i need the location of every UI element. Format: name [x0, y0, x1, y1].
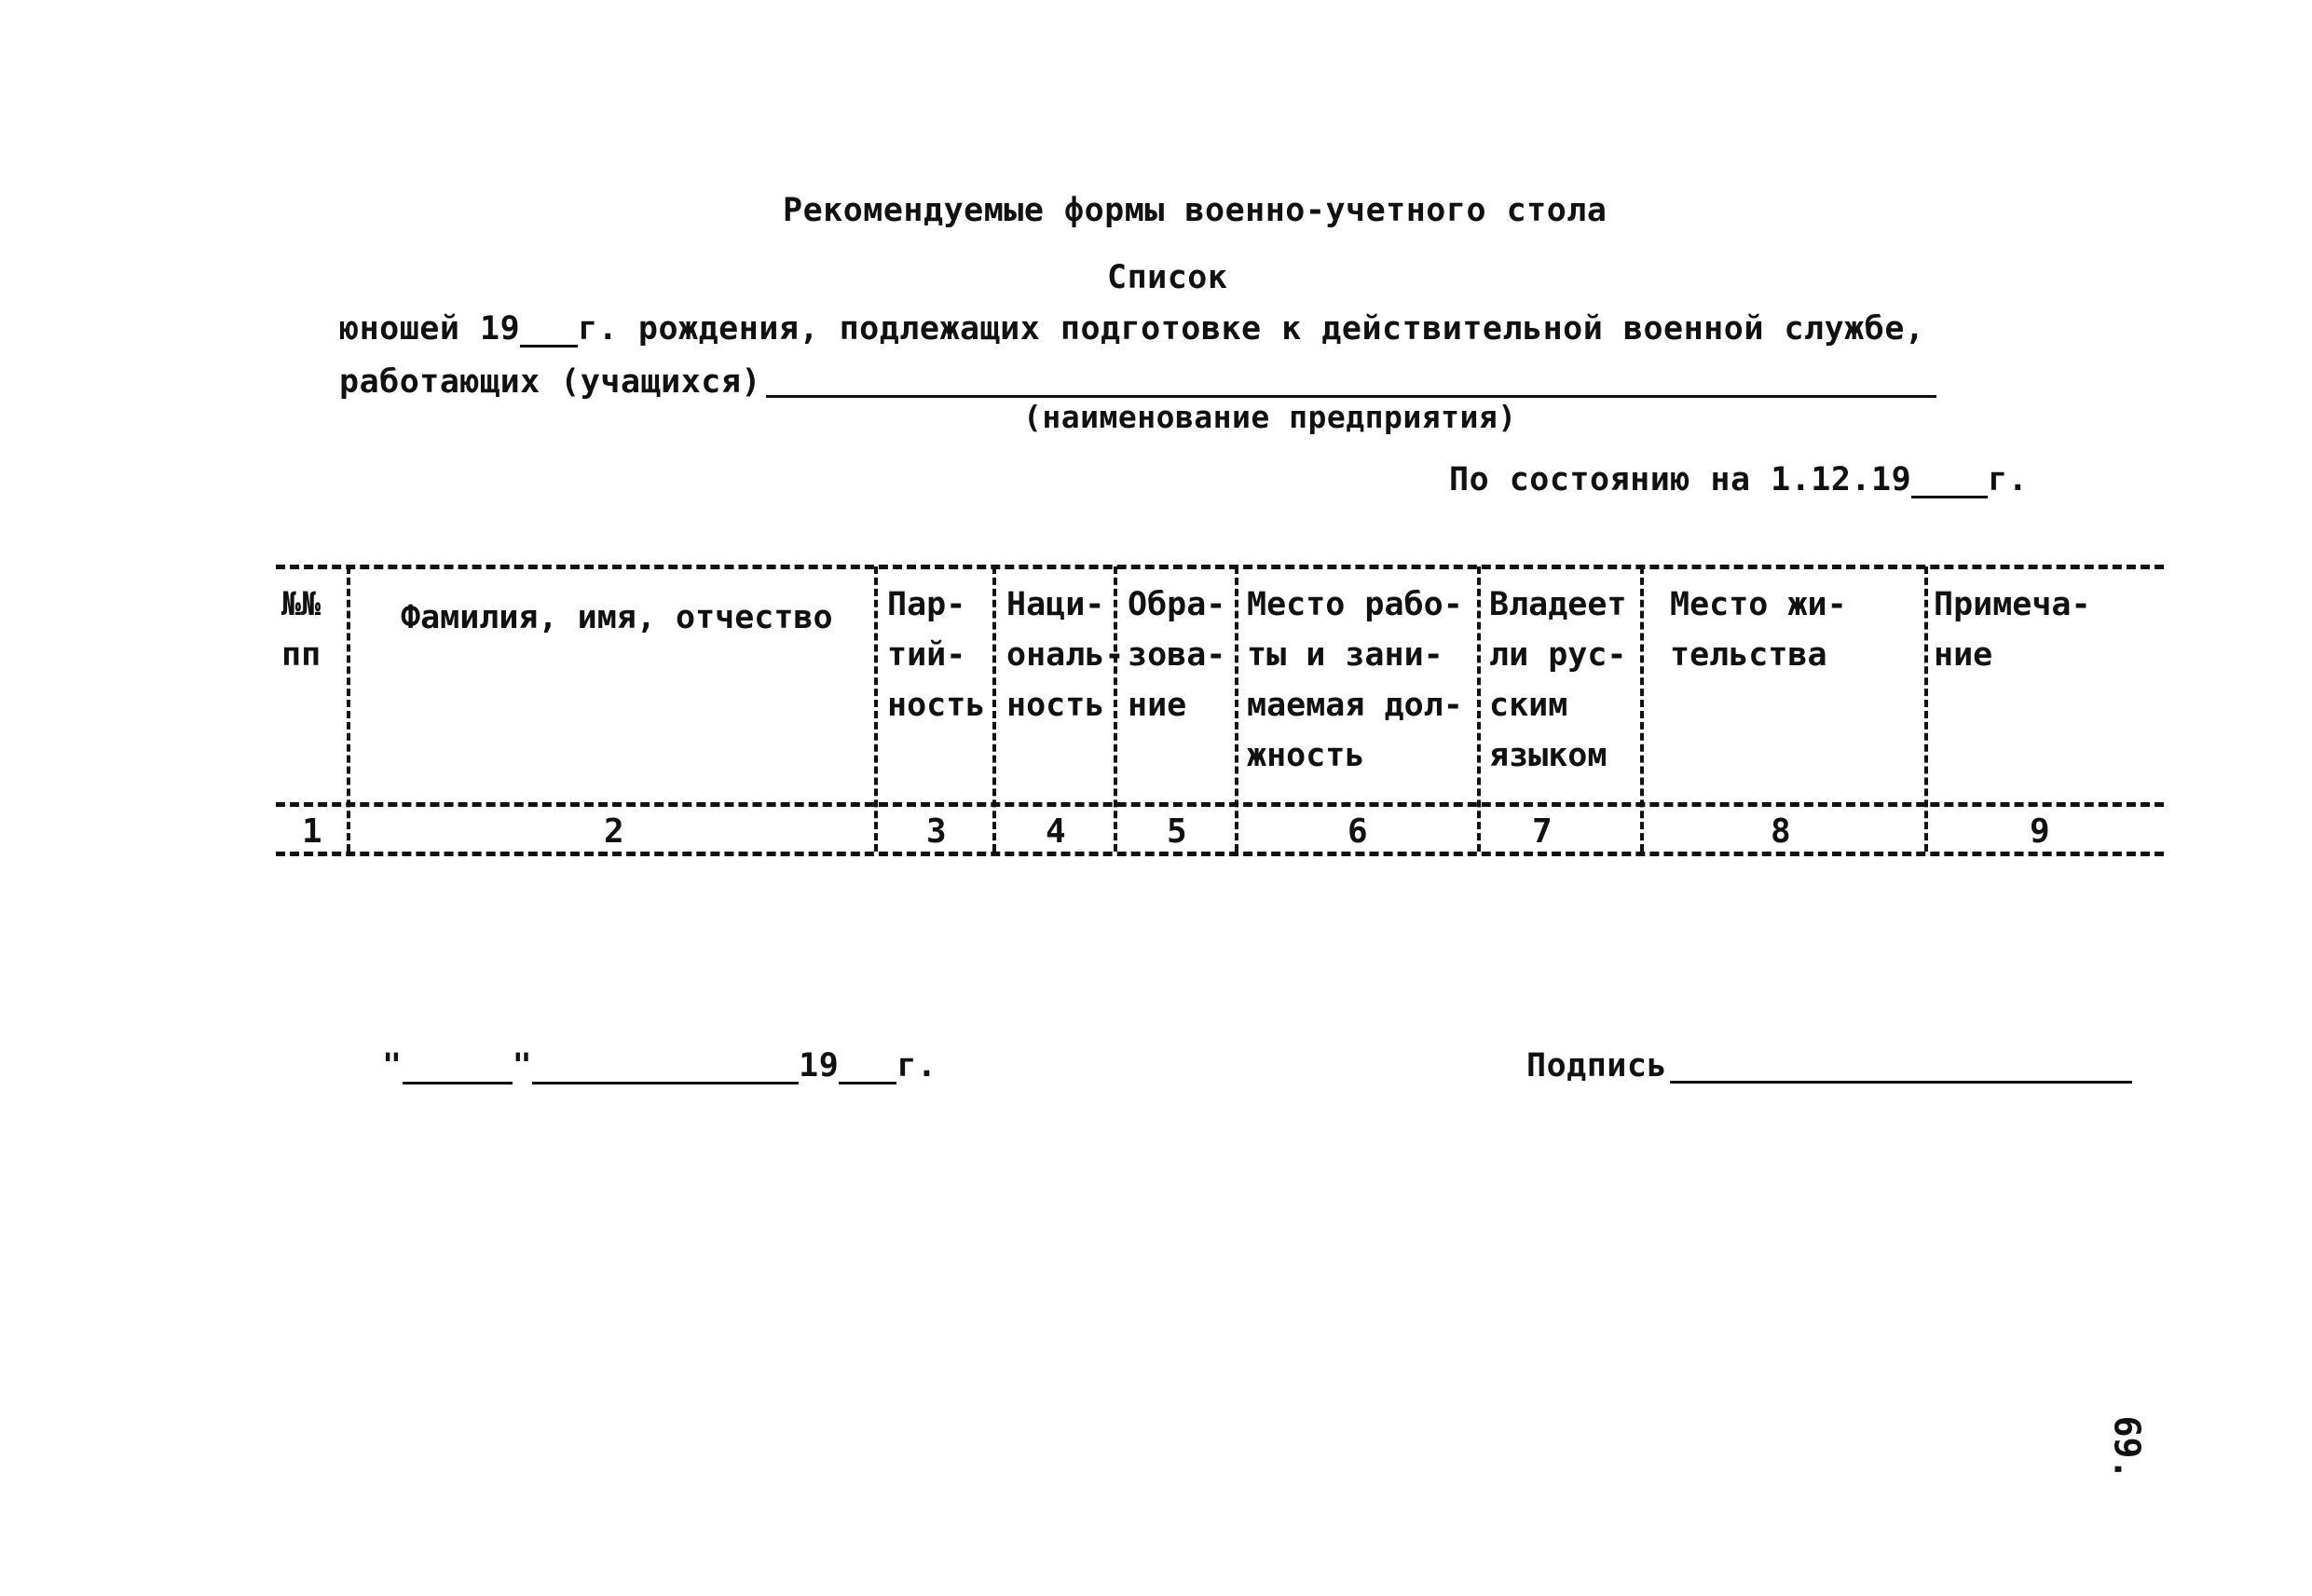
column-divider-2 [874, 566, 878, 852]
status-date-line [1449, 461, 2028, 498]
col-number-2: 2 [604, 812, 624, 851]
column-divider-5 [1235, 566, 1238, 852]
list-title: Список [1107, 259, 1228, 296]
birth-year-prefix: юношей 19 [339, 310, 521, 348]
col-number-7: 7 [1532, 812, 1553, 851]
col-header-number: №№ пп [281, 586, 321, 674]
header-line-1 [339, 310, 1924, 348]
table-bottom-border [276, 852, 2164, 856]
col-number-5: 5 [1167, 812, 1187, 851]
header-line-2: работающих (учащихся) [339, 363, 762, 401]
col-number-3: 3 [926, 812, 947, 851]
date-open-quote: " [382, 1047, 403, 1084]
enterprise-name-blank [766, 395, 1936, 398]
header-line-1-rest: г. рождения, подлежащих подготовке к действительной военной службе, [578, 310, 1925, 348]
column-divider-8 [1924, 566, 1928, 852]
date-year-suffix: г. [896, 1047, 937, 1084]
status-date-label: По состоянию на 1.12.19 [1449, 461, 1912, 498]
col-number-9: 9 [2030, 812, 2050, 851]
signature-blank [1670, 1081, 2132, 1084]
table-header-bottom-border [276, 802, 2164, 807]
day-blank [403, 1050, 513, 1084]
column-divider-1 [347, 566, 350, 852]
birth-year-blank [520, 313, 578, 348]
column-divider-3 [992, 566, 996, 852]
col-header-workplace: Место рабо- ты и зани- маемая дол- жность [1247, 586, 1463, 774]
date-year-blank [839, 1050, 896, 1084]
date-close-quote: " [512, 1047, 533, 1084]
col-number-4: 4 [1046, 812, 1066, 851]
footer-date [382, 1047, 937, 1084]
status-date-suffix: г. [1988, 461, 2029, 498]
signature-label: Подпись [1526, 1047, 1668, 1084]
table-top-border [276, 565, 2164, 569]
col-header-nationality: Наци- ональ- ность [1006, 586, 1125, 724]
col-number-1: 1 [302, 812, 322, 851]
month-blank [532, 1050, 799, 1084]
date-year-prefix: 19 [799, 1047, 840, 1084]
column-divider-6 [1477, 566, 1481, 852]
col-number-6: 6 [1348, 812, 1368, 851]
status-year-blank [1911, 464, 1988, 498]
form-title: Рекомендуемые формы военно-учетного стола [783, 192, 1607, 229]
col-header-russian: Владеет ли рус- ским языком [1489, 586, 1627, 774]
col-number-8: 8 [1771, 812, 1791, 851]
page-number: 69. [2106, 1415, 2148, 1480]
column-divider-7 [1640, 566, 1644, 852]
col-header-party: Пар- тий- ность [887, 586, 986, 724]
col-header-full-name: Фамилия, имя, отчество [401, 599, 833, 636]
col-header-residence: Место жи- тельства [1670, 586, 1847, 674]
col-header-education: Обра- зова- ние [1128, 586, 1226, 724]
col-header-notes: Примеча- ние [1934, 586, 2091, 674]
enterprise-name-caption: (наименование предприятия) [1023, 399, 1517, 435]
